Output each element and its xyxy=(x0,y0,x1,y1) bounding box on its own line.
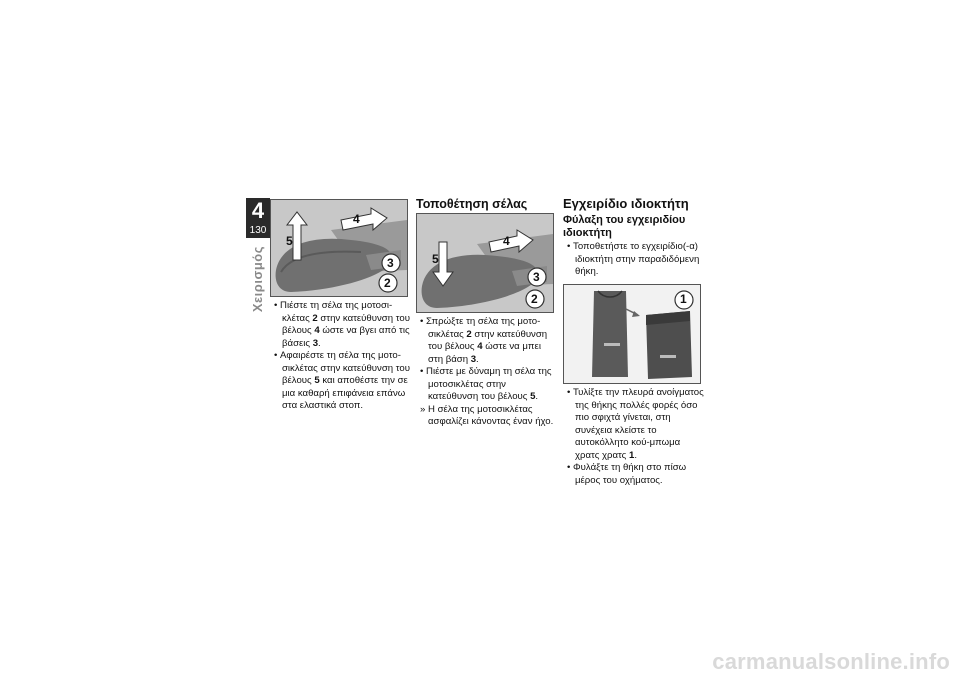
install-seat-heading: Τοποθέτηση σέλας xyxy=(416,197,528,211)
step-press-firmly: • Πιέστε με δύναμη τη σέλα της μοτοσικλέτας στην κατεύθυνση του βέλους 5. xyxy=(420,366,552,402)
figure-label-3: 3 xyxy=(387,256,394,270)
step-roll-pouch: • Τυλίξτε την πλευρά ανοίγματος της θήκης πολλές φορές όσο πιο σφιχτά γίνεται, στη συνέχεια κλείστε το αυτοκόλλητο κού-μπωμα χρατς χρατς 1. xyxy=(567,387,704,461)
watermark: carmanualsonline.info xyxy=(712,649,950,674)
manual-pouch-figure xyxy=(563,284,701,384)
step-push-seat: • Σπρώξτε τη σέλα της μοτο-σικλέτας 2 στην κατεύθυνση του βέλους 4 ώστε να μπει στη βάση 3. xyxy=(420,316,548,365)
column-2-text xyxy=(416,316,558,429)
chapter-label: Χειρισμός xyxy=(250,246,265,313)
figure-label-3: 3 xyxy=(533,270,540,284)
step-store-pouch: • Φυλάξτε τη θήκη στο πίσω μέρος του οχήματος. xyxy=(567,462,687,486)
column-3-text xyxy=(563,387,705,487)
seat-install-figure xyxy=(416,213,554,313)
owners-manual-heading: Εγχειρίδιο ιδιοκτήτη xyxy=(563,196,689,211)
figure-label-5: 5 xyxy=(286,234,293,248)
column-3-intro xyxy=(563,241,703,279)
figure-label-5: 5 xyxy=(432,252,439,266)
step-place-manual: • Τοποθετήστε το εγχειρίδιο(-α) ιδιοκτήτη στην παραδιδόμενη θήκη. xyxy=(567,241,700,277)
chapter-number: 4 xyxy=(251,198,265,223)
step-press-seat: • Πιέστε τη σέλα της μοτοσι-κλέτας 2 στην κατεύθυνση του βέλους 4 ώστε να βγει από τις βάσεις 3. xyxy=(274,300,410,349)
figure-label-2: 2 xyxy=(384,276,391,290)
figure-label-4: 4 xyxy=(353,212,360,226)
figure-label-2: 2 xyxy=(531,292,538,306)
result-seat-locked: » Η σέλα της μοτοσικλέτας ασφαλίζει κάνοντας έναν ήχο. xyxy=(420,403,554,427)
chapter-tab xyxy=(246,198,270,238)
manual-storage-subheading: Φύλαξη του εγχειριδίου ιδιοκτήτη xyxy=(563,214,686,239)
seat-removal-figure xyxy=(270,199,408,297)
page-number: 130 xyxy=(249,225,267,236)
step-remove-seat: • Αφαιρέστε τη σέλα της μοτο-σικλέτας στην κατεύθυνση του βέλους 5 και αποθέστε την σε μια καθαρή επιφάνεια επάνω στα ελαστικά στοπ. xyxy=(274,350,410,411)
figure-label-1: 1 xyxy=(680,292,687,306)
column-1-text xyxy=(270,300,410,413)
figure-label-4: 4 xyxy=(503,234,510,248)
